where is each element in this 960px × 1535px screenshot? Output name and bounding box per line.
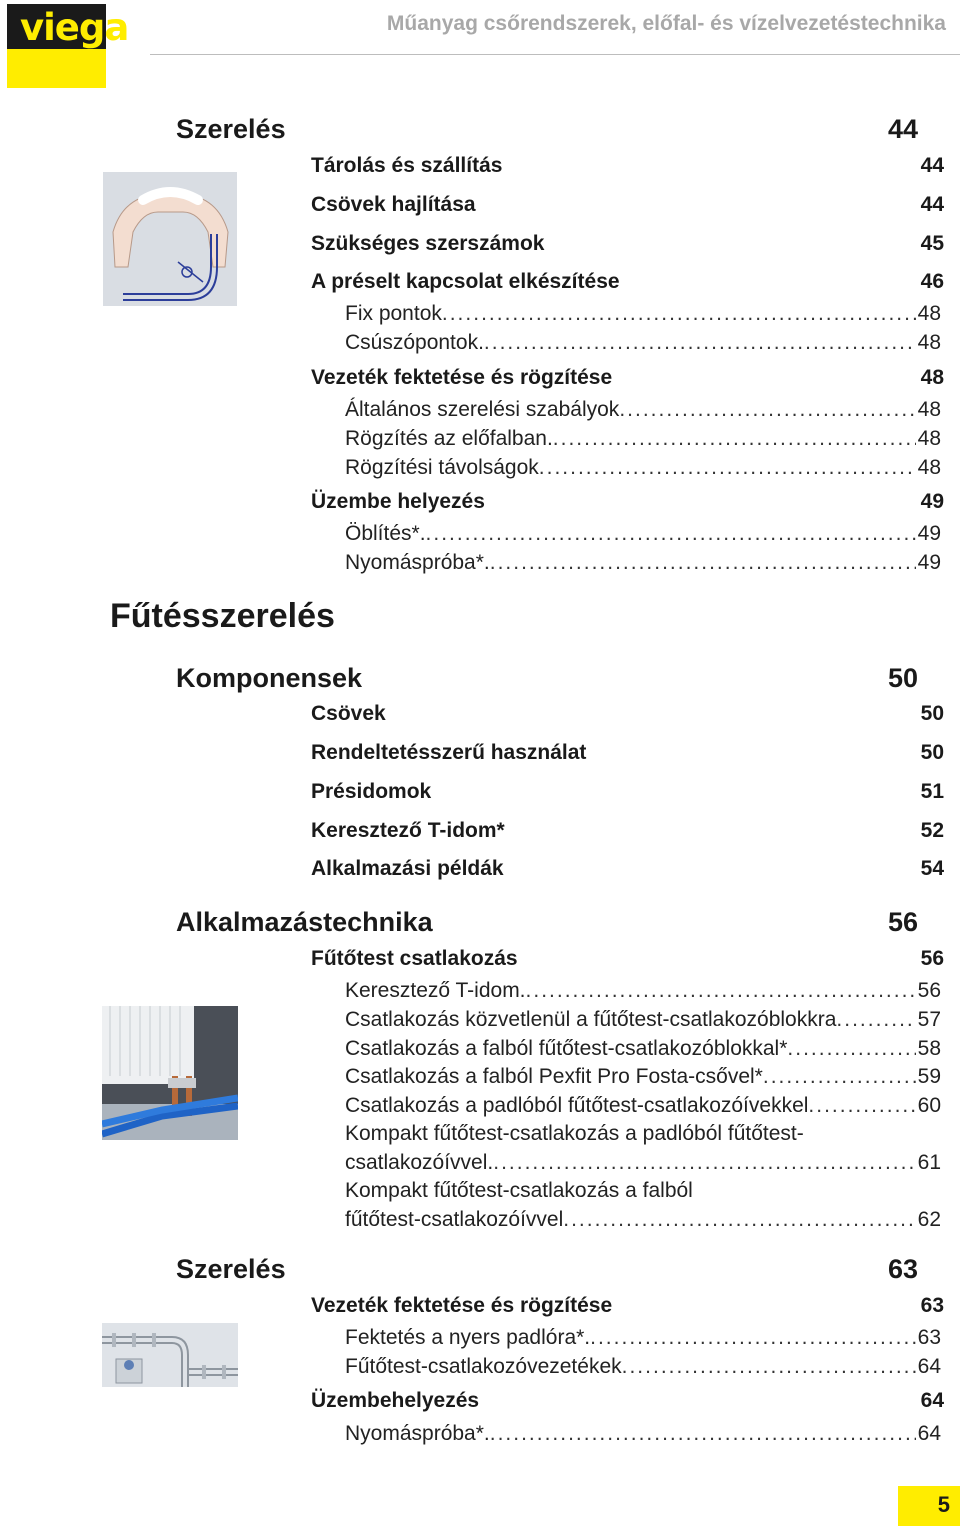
toc-subheading[interactable]: [311, 366, 944, 390]
toc-entry[interactable]: [345, 1065, 941, 1089]
subheading-title: Üzembe helyezés: [311, 490, 485, 513]
subheading-title: Présidomok: [311, 780, 432, 803]
toc-subheading[interactable]: [311, 1294, 944, 1318]
entry-page: 64: [917, 1422, 941, 1445]
header-rule: [150, 54, 960, 55]
logo: [7, 4, 129, 49]
section-heading-komponensek[interactable]: [176, 663, 918, 694]
entry-page: 48: [917, 456, 941, 479]
toc-subheading[interactable]: [311, 857, 944, 881]
subheading-title: Keresztező T-idom*: [311, 819, 505, 842]
dot-leader: [426, 522, 916, 546]
subheading-title: Csövek hajlítása: [311, 193, 476, 216]
dot-leader: [563, 1208, 915, 1232]
toc-entry[interactable]: [345, 1208, 941, 1232]
toc-entry[interactable]: [345, 522, 941, 546]
subheading-page: 56: [920, 947, 944, 970]
entry-page: 48: [917, 302, 941, 325]
section-heading-szereles[interactable]: [176, 114, 918, 145]
entry-label: Csatlakozás a padlóból fűtőtest-csatlakozóívekkel: [345, 1094, 809, 1117]
toc-entry[interactable]: [345, 1151, 941, 1175]
toc-entry[interactable]: [345, 979, 941, 1003]
logo-text: viega: [20, 6, 129, 49]
entry-page: 49: [917, 522, 941, 545]
entry-label: Keresztező T-idom.: [345, 979, 526, 1002]
toc-subheading[interactable]: [311, 780, 944, 804]
section-page: 44: [887, 114, 918, 144]
entry-page: 61: [917, 1151, 941, 1174]
dot-leader: [622, 1355, 916, 1379]
subheading-page: 48: [920, 366, 944, 389]
toc-entry[interactable]: [345, 398, 941, 422]
subheading-title: Rendeltetésszerű használat: [311, 741, 587, 764]
subheading-title: Tárolás és szállítás: [311, 154, 503, 177]
dot-leader: [553, 427, 916, 451]
subheading-page: 52: [920, 819, 944, 842]
dot-leader: [836, 1008, 915, 1032]
entry-label: Rögzítési távolságok: [345, 456, 539, 479]
entry-page: 56: [917, 979, 941, 1002]
subheading-title: Fűtőtest csatlakozás: [311, 947, 518, 970]
entry-label: csatlakozóívvel.: [345, 1151, 494, 1174]
entry-label: Általános szerelési szabályok: [345, 398, 620, 421]
subheading-page: 45: [920, 232, 944, 255]
dot-leader: [619, 398, 915, 422]
section-page: 56: [887, 907, 918, 937]
entry-label: Fűtőtest-csatlakozóvezetékek: [345, 1355, 622, 1378]
toc-subheading[interactable]: [311, 270, 944, 294]
subheading-title: Alkalmazási példák: [311, 857, 504, 880]
entry-label: Nyomáspróba*.: [345, 1422, 490, 1445]
toc-subheading[interactable]: [311, 490, 944, 514]
subheading-title: Vezeték fektetése és rögzítése: [311, 366, 613, 389]
page-number-box: [898, 1486, 960, 1526]
dot-leader: [808, 1094, 915, 1118]
toc-entry[interactable]: [345, 1037, 941, 1061]
toc-subheading[interactable]: [311, 702, 944, 726]
section-title: Alkalmazástechnika: [176, 907, 433, 937]
toc-entry[interactable]: [345, 1422, 941, 1446]
dot-leader: [787, 1037, 915, 1061]
section-page: 63: [887, 1254, 918, 1284]
section-page: 50: [887, 663, 918, 693]
dot-leader: [493, 1151, 915, 1175]
entry-label: Csatlakozás közvetlenül a fűtőtest-csatlakozóblokkra: [345, 1008, 837, 1031]
subheading-page: 46: [920, 270, 944, 293]
entry-label: Csúszópontok.: [345, 331, 484, 354]
page-number: 5: [937, 1492, 950, 1517]
entry-page: 59: [917, 1065, 941, 1088]
dot-leader: [442, 302, 916, 326]
subheading-page: 44: [920, 193, 944, 216]
toc-entry[interactable]: [345, 1326, 941, 1350]
subheading-title: Szükséges szerszámok: [311, 232, 545, 255]
dot-leader: [526, 979, 916, 1003]
entry-page: 64: [917, 1355, 941, 1378]
toc-entry[interactable]: [345, 456, 941, 480]
dot-leader: [763, 1065, 916, 1089]
entry-label: Öblítés*.: [345, 522, 426, 545]
entry-label: Rögzítés az előfalban.: [345, 427, 553, 450]
subheading-page: 63: [920, 1294, 944, 1317]
entry-page: 60: [917, 1094, 941, 1117]
entry-label: Nyomáspróba*.: [345, 551, 490, 574]
toc-subheading[interactable]: [311, 193, 944, 217]
section-title: Szerelés: [176, 1254, 286, 1284]
header-title: Műanyag csőrendszerek, előfal- és vízelvezetéstechnika: [386, 12, 946, 35]
dot-leader: [590, 1326, 916, 1350]
entry-label: Fix pontok: [345, 302, 442, 325]
subheading-title: Üzembehelyezés: [311, 1389, 480, 1412]
entry-page: 48: [917, 331, 941, 354]
toc-entry-first-line[interactable]: Kompakt fűtőtest-csatlakozás a falból: [345, 1179, 693, 1202]
entry-page: 49: [917, 551, 941, 574]
section-title: Komponensek: [176, 663, 363, 693]
dot-leader: [484, 331, 916, 355]
chapter-heading: Fűtésszerelés: [110, 597, 335, 635]
dot-leader: [539, 456, 916, 480]
subheading-page: 44: [920, 154, 944, 177]
dot-leader: [490, 551, 916, 575]
subheading-title: Csövek: [311, 702, 386, 725]
toc-entry-first-line[interactable]: Kompakt fűtőtest-csatlakozás a padlóból fűtőtest-: [345, 1122, 804, 1145]
toc-subheading[interactable]: [311, 741, 944, 765]
toc-subheading[interactable]: [311, 232, 944, 256]
entry-label: Fektetés a nyers padlóra*.: [345, 1326, 591, 1349]
toc-subheading[interactable]: [311, 947, 944, 971]
pipe-laying-photo: [102, 1323, 238, 1387]
subheading-page: 49: [920, 490, 944, 513]
entry-page: 63: [917, 1326, 941, 1349]
section-heading-alkalmazastechnika[interactable]: [176, 907, 918, 938]
section-heading-szereles-2[interactable]: [176, 1254, 918, 1285]
section-title: Szerelés: [176, 114, 286, 144]
entry-label: fűtőtest-csatlakozóívvel: [345, 1208, 564, 1231]
subheading-page: 50: [920, 741, 944, 764]
toc-subheading[interactable]: [311, 1389, 944, 1413]
subheading-page: 51: [920, 780, 944, 803]
entry-page: 58: [917, 1037, 941, 1060]
toc-entry[interactable]: [345, 551, 941, 575]
toc-entry[interactable]: [345, 1008, 941, 1032]
entry-page: 62: [917, 1208, 941, 1231]
toc-entry[interactable]: [345, 1355, 941, 1379]
subheading-page: 54: [920, 857, 944, 880]
entry-label: Csatlakozás a falból fűtőtest-csatlakozóblokkal*: [345, 1037, 788, 1060]
entry-page: 48: [917, 427, 941, 450]
toc-entry[interactable]: [345, 1094, 941, 1118]
entry-page: 48: [917, 398, 941, 421]
subheading-title: Vezeték fektetése és rögzítése: [311, 1294, 613, 1317]
subheading-title: A préselt kapcsolat elkészítése: [311, 270, 620, 293]
subheading-page: 64: [920, 1389, 944, 1412]
toc-subheading[interactable]: [311, 819, 944, 843]
toc-entry[interactable]: [345, 427, 941, 451]
toc-entry[interactable]: [345, 331, 941, 355]
dot-leader: [490, 1422, 916, 1446]
toc-entry[interactable]: [345, 302, 941, 326]
subheading-page: 50: [920, 702, 944, 725]
entry-page: 57: [917, 1008, 941, 1031]
pipe-bending-photo: [103, 172, 237, 306]
radiator-connection-photo: [102, 1006, 238, 1140]
entry-label: Csatlakozás a falból Pexfit Pro Fosta-csővel*: [345, 1065, 763, 1088]
toc-subheading[interactable]: [311, 154, 944, 178]
